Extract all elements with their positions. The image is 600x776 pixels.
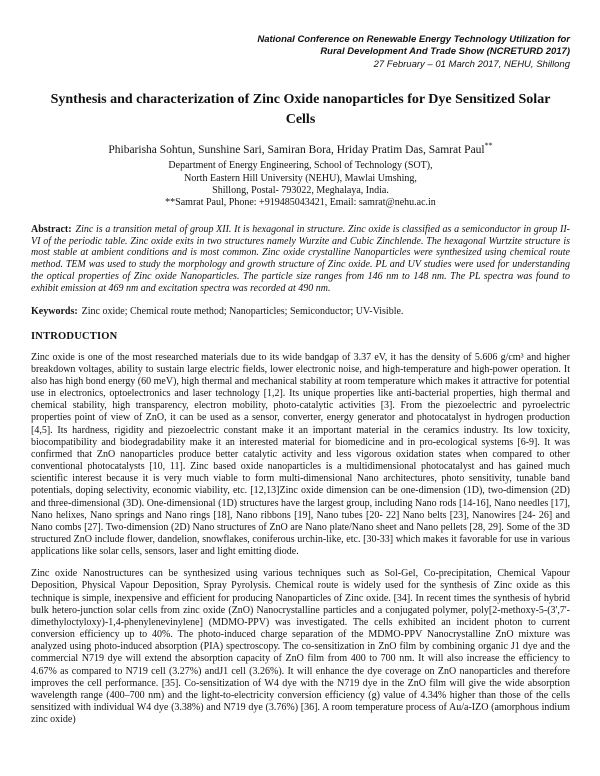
keywords-line [31,306,570,318]
conference-header-line1: National Conference on Renewable Energy Technology Utilization for [257,34,570,45]
abstract-text: Zinc is a transition metal of group XII. It is hexagonal in structure. Zinc oxide is classified as a semiconductor in group II-VI of the periodic table. Zinc oxide exits in two structures namely Wurzite and Cubic Zinchlende. The hexagonal Wurtzite structure is most stable at ambient conditions and is most common. Zinc oxide crystalline Nanoparticles were synthesized using chemical route method. TEM was used to study the morphology and growth structure of Zinc oxide. PL and UV studies were used for understanding the optical properties of Zinc oxide Nanoparticles. The particle size ranges from 146 nm to 148 nm. The PL spectra was found to exhibit emission at 469 nm and excitation spectra was recorded at 490 nm. [31,223,570,294]
affiliation-block [31,160,570,210]
corresponding-author-contact: **Samrat Paul, Phone: +919485043421, Email: samrat@nehu.ac.in [165,197,436,209]
corresponding-author-marker: ** [484,141,493,151]
paper-title: Synthesis and characterization of Zinc Oxide nanoparticles for Dye Sensitized Solar Cells [50,92,551,127]
conference-header-date: 27 February – 01 March 2017, NEHU, Shillong [373,58,570,70]
affiliation-university: North Eastern Hill University (NEHU), Mawlai Umshing, [184,172,417,184]
introduction-paragraph-2: Zinc oxide Nanostructures can be synthesized using various techniques such as Sol-Gel, Co-precipitation, Chemical Vapour Deposition, Physical Vapour Deposition, Spray Pyrolysis. Chemical route is widely used for the synthesis of Zinc oxide as this technique is simple, inexpensive and efficient for producing Nanoparticles of Zinc oxide. [34]. In recent times the synthesis of hybrid bulk hetero-junction solar cells from zinc oxide (ZnO) Nanocrystalline particles and a conjugated polymer, poly[2-methoxy-5-(3',7'-dimethyloctyloxy)-1,4-phenylenevinylene] (MDMO-PPV) was investigated. The cells exhibited an incident photon to current conversion efficiency up to 40%. The photo-induced charge separation of the MDMO-PPV Nanocrystalline ZnO mixture was analyzed using photo-induced absorption (PIA) spectroscopy. The co-sensitization in ZnO film by combining organic J1 dye and the commercial N719 dye will extend the absorption capacity of ZnO film from 400 to 700 nm. It will also increase the efficiency to 4.67% as compared to N719 cell (3.27%) andJ1 cell (3.26%). It will enhance the dye coverage on ZnO nanoparticles and therefore improves the cell performance. [35]. Co-sensitization of W4 dye with the N719 dye in the ZnO film will give the wide absorption wavelength range (400–700 nm) and the light-to-electricity conversion efficiency (g) value of 4.34% higher than those of the cells sensitized with individual W4 dye (3.38%) and N719 dye (3.76%) [36]. A room temperature process of Au/a-IZO (amorphous indium zinc oxide) [31,568,570,726]
conference-header [31,34,570,71]
keywords-text: Zinc oxide; Chemical route method; Nanoparticles; Semiconductor; UV-Visible. [81,305,404,317]
authors-line [31,143,570,157]
author-names: Phibarisha Sohtun, Sunshine Sari, Samiran Bora, Hriday Pratim Das, Samrat Paul [108,144,485,157]
affiliation-department: Department of Energy Engineering, School of Technology (SOT), [168,160,433,172]
abstract-label: Abstract: [31,223,72,235]
section-heading-introduction: INTRODUCTION [31,330,118,342]
introduction-paragraph-1: Zinc oxide is one of the most researched materials due to its wide bandgap of 3.37 eV, it has the density of 5.606 g/cm³ and higher breakdown voltages, ability to sustain large electric fields, lower electronic noise, and high-temperature and high-power operation. It also has high bond energy (60 meV), high thermal and mechanical stability at room temperature which makes it attractive for potential use in electronics, optoelectronics and laser technology [1,2]. Its unique properties like anti-bacterial properties, high thermal and chemical stability, high transparency, electron mobility, photo-catalytic activities [3]. From the piezoelectric and pyroelectric properties point of view of ZnO, it can be used as a sensor, converter, energy generator and photocatalyst in hydrogen production [4,5]. Its hardness, rigidity and piezoelectric constant make it an important material in the ceramics industry. Its low toxicity, biocompatibility and biodegradability make it an interested material for biomedicine and in pro-ecological systems [6-9]. It was confirmed that ZnO nanoparticles produce better catalytic activity and less vigorous oxidation states when compared to other conventional photocatalysts [10, 11]. Zinc based oxide nanoparticles is a multidimensional photocatalyst and has gained much scientific interest because it is very much viable to form multi-dimensional Nano architectures, photo sensitivity, tunable band potentials, doping selectivity, economic viability, etc. [12,13]Zinc oxide dimension can be one-dimension (1D), two-dimension (2D) and three-dimensional (3D). One-dimensional (1D) structures have the largest group, including Nano rods [14-16], Nano needles [17], Nano helixes, Nano springs and Nano rings [18], Nano ribbons [19], Nano tubes [20- 22] Nano belts [23], Nanowires [24- 26] and Nano combs [27]. Two-dimension (2D) Nano structures of ZnO are Nano plate/Nano sheet and Nano pellets [28, 29]. Some of the 3D structured ZnO include flower, dandelion, snowflakes, coniferous urchin-like, etc. [30-33] which makes it favorable for use in various applications like solar cells, sensors, laser and light emitting diode. [31,351,570,558]
conference-header-line2: Rural Development And Trade Show (NCRETURD 2017) [320,46,570,58]
affiliation-address: Shillong, Postal- 793022, Meghalaya, India. [212,185,389,197]
abstract-paragraph [31,224,570,295]
keywords-label: Keywords: [31,305,78,317]
